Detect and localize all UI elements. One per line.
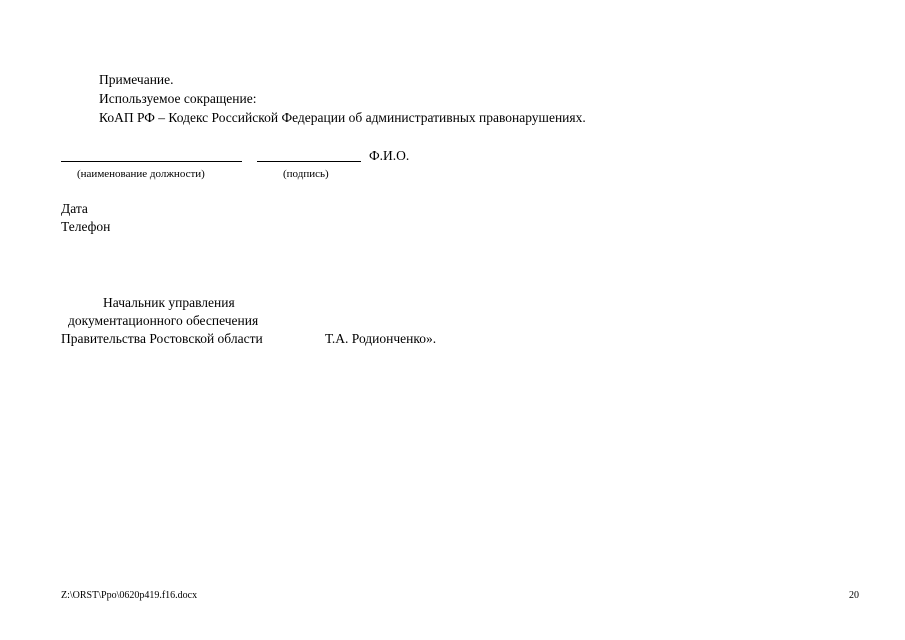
footer-page-number: 20 [849, 590, 859, 601]
signatory-title-line-1: Начальник управления [103, 295, 235, 310]
signatory-title-line-2: документационного обеспечения [68, 313, 259, 328]
note-abbreviation-definition: КоАП РФ – Кодекс Российской Федерации об административных правонарушениях. [99, 110, 586, 125]
footer-file-path: Z:\ORST\Ppo\0620p419.f16.docx [61, 590, 198, 601]
position-blank-line [61, 161, 242, 162]
signatory-title-line-3: Правительства Ростовской области [61, 331, 263, 346]
date-label: Дата [61, 201, 88, 216]
note-abbreviation-label: Используемое сокращение: [99, 91, 257, 106]
signature-caption: (подпись) [283, 168, 329, 180]
signatory-name: Т.А. Родионченко». [325, 331, 437, 346]
note-heading: Примечание. [99, 72, 174, 87]
signature-blank-line [257, 161, 361, 162]
fio-label: Ф.И.О. [369, 148, 410, 163]
phone-label: Телефон [61, 219, 111, 234]
position-caption: (наименование должности) [77, 168, 205, 180]
